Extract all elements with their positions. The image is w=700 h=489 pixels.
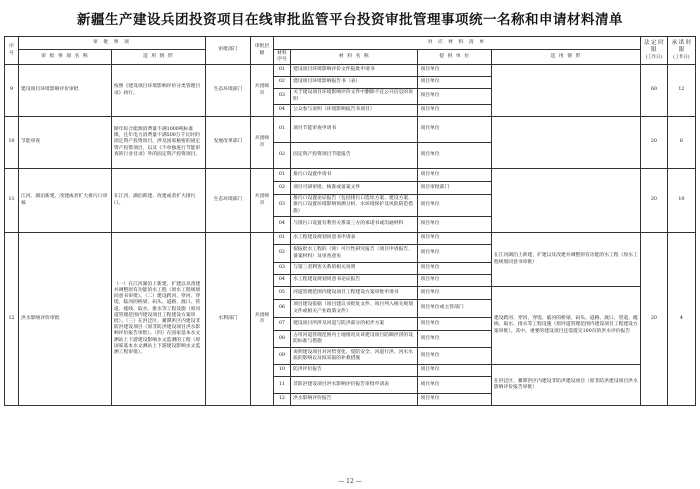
- row-scope: （一）在江河湖泊上新建、扩建以及改建并调整原有功能的水工程（原水工程规划同意书审批）。（二）建设跨河、穿河、穿堤、临河的桥梁、码头、道路、渡口、管道、缆线、取水、排水等工程设施（原河道管理范围内建设项目工程建设方案审批）。（三）在洪泛区、蓄滞洪区内建设非防洪建设项目（原非防洪建设项目洪水影响评价报告审批）。（四）在国家基本水文测站上下游建设影响水文监测的工程（原国家基本水文测站上下游建设影响水文监测工程审批）。: [111, 233, 205, 406]
- material-no: 04: [273, 275, 290, 287]
- material-scope: 建设跨河、穿河、穿堤、临河的桥梁、码头、道路、渡口、管道、缆线、取水、排水等工程设施（原河道管理范围内建设项目工程建设方案审批）。其中，重要的建设项目还需提交100页的洪水评价报告: [491, 287, 640, 365]
- material-no: 06: [273, 300, 290, 318]
- material-name: 固定资产投资项目节能报告: [291, 143, 418, 169]
- material-no: 03: [273, 263, 290, 275]
- material-provider: 项目单位: [418, 287, 491, 300]
- material-name: 项目建设依据（项目建议书批复文件、项目列入相关规划文件或相关产业政策文件）: [291, 300, 418, 318]
- row-level: 兵团师市: [251, 117, 274, 169]
- row-dept: 水利部门: [205, 233, 250, 406]
- materials-table: [4, 36, 696, 406]
- row-item-name: 建设项目环境影响评价审批: [19, 65, 112, 117]
- material-provider: 项目单位: [418, 377, 491, 394]
- material-provider: 项目单位: [418, 233, 491, 245]
- material-provider: 项目单位: [418, 318, 491, 331]
- material-name: 占用河道管理范围内土地情况及该建设项目防御洪涝的设防标准与措施: [291, 331, 418, 348]
- material-provider: 项目单位: [418, 89, 491, 105]
- row-legal: 20: [640, 233, 667, 406]
- row-item-name: 洪水影响评价审批: [19, 233, 112, 406]
- material-name: 建设项目环境影响评价文件报批申请书: [291, 65, 418, 77]
- material-no: 03: [273, 89, 290, 105]
- material-no: 01: [273, 117, 290, 143]
- row-scope: 除年综合能源消费量不满1000吨标准煤，且年电力消费量不满500万千瓦时的固定资产投资项目，涉及国家秘密的固定资产投资项目，以及《不单独进行节能审查的行业目录》外的固定资产投资项目。: [111, 117, 205, 169]
- material-no: 02: [273, 77, 290, 89]
- material-provider: 项目单位: [418, 77, 491, 89]
- material-name: 与排污口设置有利害关系第三方的承诺书或沟通材料: [291, 217, 418, 233]
- header-promise-days-label: 承 诺 时 限: [671, 40, 692, 54]
- material-no: 11: [273, 377, 290, 394]
- material-name: 建设项目环境影响报告书（表）: [291, 77, 418, 89]
- header-mat-name: 材 料 名 称: [291, 50, 418, 65]
- material-provider: 项目单位: [418, 65, 491, 77]
- page-number: — 12 —: [338, 478, 362, 485]
- header-legal-days: [640, 37, 667, 65]
- material-name: 项目可研审批、核准或备案文件: [291, 182, 418, 195]
- header-approval-items: 审 批 事 项: [19, 37, 206, 50]
- material-scope: 在洪泛区、蓄滞洪区内建设非防洪建设项目（原非防洪建设项目洪水影响评价报告审批）: [491, 365, 640, 406]
- material-name: 排污口设置申请书: [291, 169, 418, 182]
- row-item-name: 江河、湖泊新建、改建或者扩大排污口审核: [19, 169, 112, 233]
- row-seq: 11: [5, 169, 19, 233]
- header-legal-days-unit: (工作日): [645, 54, 662, 60]
- material-scope: [491, 117, 640, 169]
- material-name: 防洪评价报告: [291, 365, 418, 377]
- row-seq: 10: [5, 117, 19, 169]
- row-dept: 生态环境部门: [205, 169, 250, 233]
- material-provider: 项目单位: [418, 143, 491, 169]
- material-provider: 项目单位: [418, 217, 491, 233]
- material-no: 02: [273, 245, 290, 263]
- material-no: 01: [273, 65, 290, 77]
- material-no: 01: [273, 169, 290, 182]
- row-legal: 20: [640, 169, 667, 233]
- material-provider: 项目单位: [418, 105, 491, 117]
- page-title: 新疆生产建设兵团投资项目在线审批监管平台投资审批管理事项统一名称和申请材料清单: [77, 12, 623, 28]
- material-no: 08: [273, 331, 290, 348]
- material-provider: 项目单位: [418, 331, 491, 348]
- header-scope: 适 用 情 形: [111, 50, 205, 65]
- header-mat-scope: 适 用 情 形: [491, 50, 640, 65]
- material-name: 项目节能审查申请书: [291, 117, 418, 143]
- material-name: 拟报批水工程的（预）可行性研究报告（项目申请报告、备案材料）及审查意见: [291, 245, 418, 263]
- material-no: 04: [273, 217, 290, 233]
- material-name: 说明建设项目对河势变化、堤防安全、河道行洪、河水水质的影响以及拟采取的补救措施: [291, 348, 418, 365]
- material-name: 关于建设项目环境影响评价文件中删除不宜公开信息的说明: [291, 89, 418, 105]
- row-scope: 按照《建设项目环境影响评价分类管理目录》执行。: [111, 65, 205, 117]
- material-no: 05: [273, 287, 290, 300]
- material-no: 07: [273, 318, 290, 331]
- row-promise: 4: [667, 233, 695, 406]
- material-no: 02: [273, 182, 290, 195]
- material-no: 02: [273, 143, 290, 169]
- row-promise: 6: [667, 117, 695, 169]
- row-legal: 20: [640, 117, 667, 169]
- header-seq: 序号: [5, 37, 19, 65]
- material-no: 01: [273, 233, 290, 245]
- material-provider: 项目单位: [418, 117, 491, 143]
- material-scope: 在江河湖泊上新建、扩建以及改建并调整原有功能的水工程（原水工程规划同意书审批）: [491, 233, 640, 287]
- material-name: 水工程建设规划同意书论证报告: [291, 275, 418, 287]
- header-level: 审批层级: [251, 37, 274, 65]
- material-provider: 项目单位: [418, 275, 491, 287]
- row-dept: 发展改革部门: [205, 117, 250, 169]
- material-provider: 项目单位: [418, 348, 491, 365]
- material-name: 与第三者利害关系的相关说明: [291, 263, 418, 275]
- material-no: 03: [273, 195, 290, 217]
- material-no: 04: [273, 105, 290, 117]
- material-name: 建设项目所涉及河道与防洪部分的初步方案: [291, 318, 418, 331]
- material-scope: [491, 65, 640, 117]
- header-legal-days-label: 法 定 时 限: [644, 40, 664, 54]
- table-row: [5, 117, 696, 143]
- material-provider: 项目单位或主管部门: [418, 300, 491, 318]
- row-level: 兵团师市: [251, 169, 274, 233]
- row-legal: 60: [640, 65, 667, 117]
- material-provider: 项目单位: [418, 169, 491, 182]
- row-level: 兵团师市: [251, 65, 274, 117]
- table-row: [5, 65, 696, 77]
- material-provider: 项目审批部门: [418, 182, 491, 195]
- table-row: [5, 233, 696, 245]
- header-item-name: 审 批 事 项 名 称: [19, 50, 112, 65]
- table-row: [5, 169, 696, 182]
- row-promise: 10: [667, 169, 695, 233]
- row-scope: 在江河、湖泊新建、改建或者扩大排污口。: [111, 169, 205, 233]
- header-mat-no: 材料序号: [273, 50, 290, 65]
- row-seq: 9: [5, 65, 19, 117]
- material-provider: 项目单位: [418, 263, 491, 275]
- header-promise-days: [667, 37, 695, 65]
- material-provider: 项目单位: [418, 365, 491, 377]
- row-level: 兵团师市: [251, 233, 274, 406]
- material-name: 洪水影响评价报告: [291, 394, 418, 406]
- material-name: 公众参与说明（环境影响报告书项目）: [291, 105, 418, 117]
- header-materials: 对 应 材 料 清 单: [273, 37, 640, 50]
- material-name: 非防洪建设项目洪水影响评价报告审批申请表: [291, 377, 418, 394]
- material-name: 水工程建设规划同意书申请表: [291, 233, 418, 245]
- material-provider: 项目单位: [418, 245, 491, 263]
- material-provider: 项目单位: [418, 195, 491, 217]
- header-promise-days-unit: (工作日): [673, 54, 690, 60]
- material-scope: [491, 169, 640, 233]
- row-item-name: 节能审查: [19, 117, 112, 169]
- row-seq: 12: [5, 233, 19, 406]
- material-no: 12: [273, 394, 290, 406]
- material-no: 09: [273, 348, 290, 365]
- row-promise: 12: [667, 65, 695, 117]
- material-no: 10: [273, 365, 290, 377]
- row-dept: 生态环境部门: [205, 65, 250, 117]
- material-name: 排污口设置论证报告（包括排污口选址方案、建设方案、排污口设置环境影响预测分析、水环境保护及风险防范措施）: [291, 195, 418, 217]
- header-dept: 审批部门: [205, 37, 250, 65]
- header-provider: 提 供 单 位: [418, 50, 491, 65]
- material-name: 河道管理范围内建设项目工程建设方案审批申请书: [291, 287, 418, 300]
- material-provider: 项目单位: [418, 394, 491, 406]
